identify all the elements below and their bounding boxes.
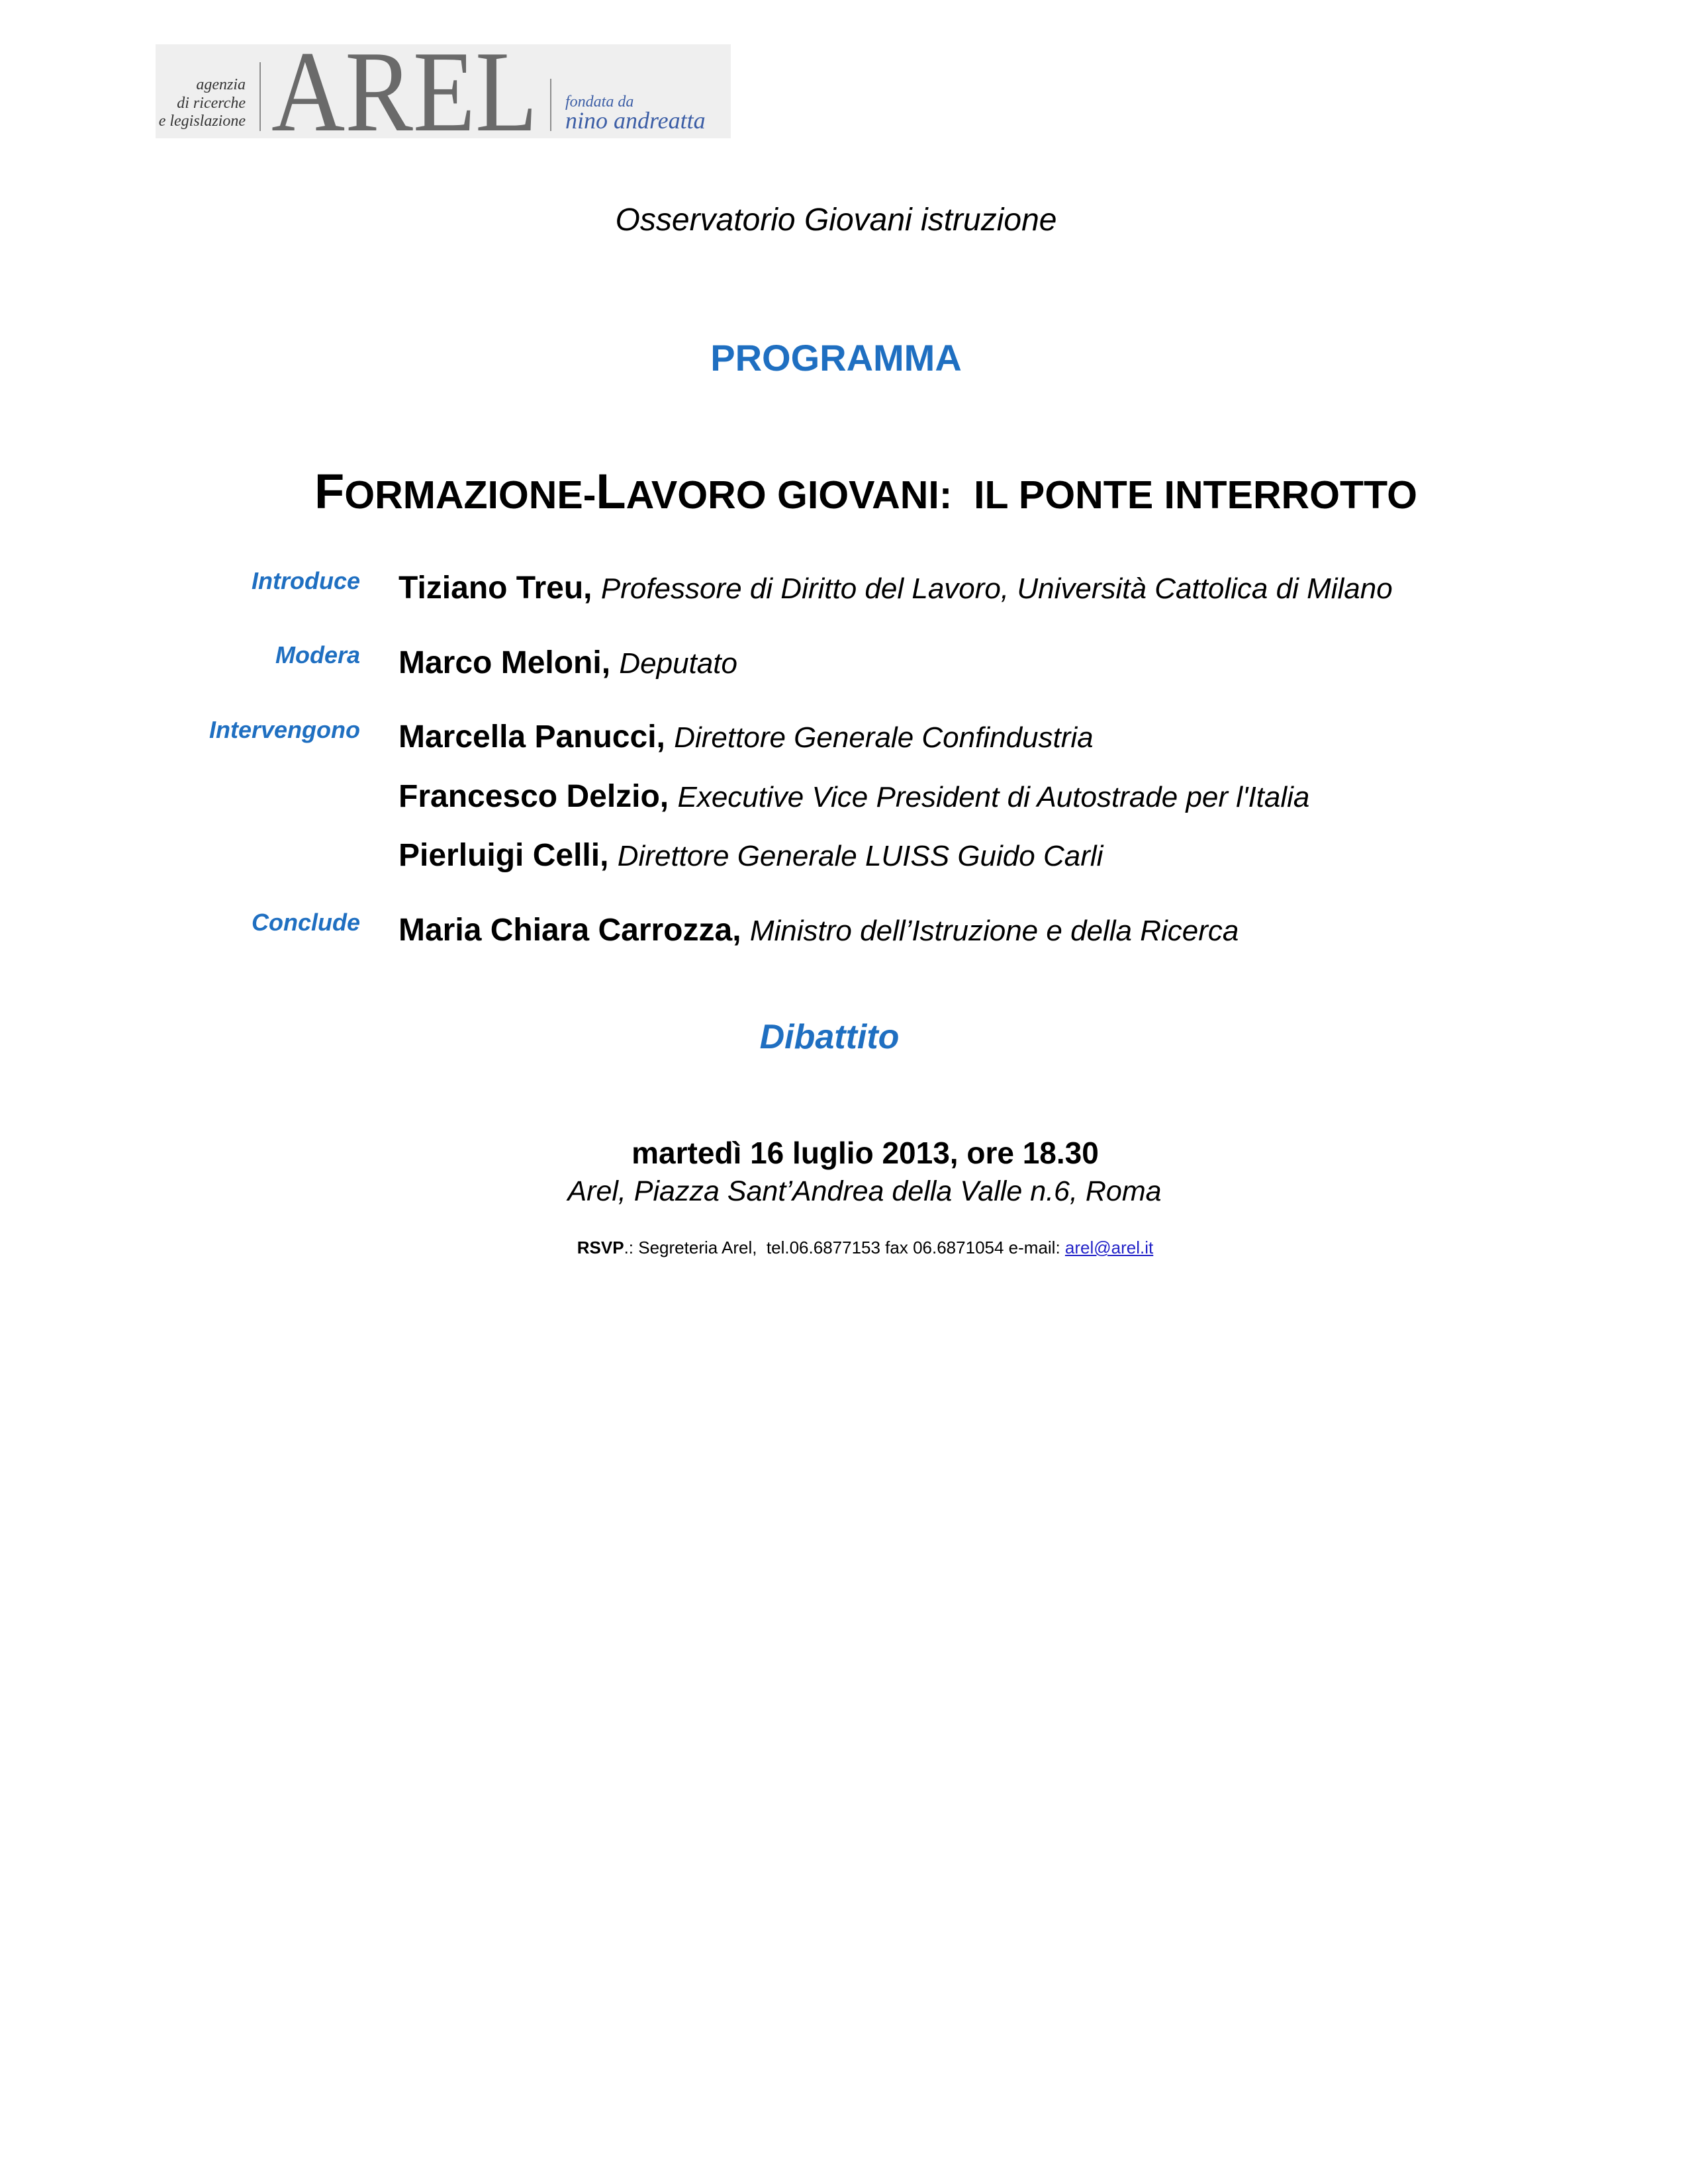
speaker-position: Executive Vice President di Autostrade per l'Italia [677, 781, 1310, 813]
logo-founded-label: fondata da [565, 93, 634, 111]
event-venue: Arel, Piazza Sant’Andrea della Valle n.6, Roma [567, 1175, 1162, 1207]
speaker-name: Marco Meloni, [399, 645, 611, 680]
speaker-name: Tiziano Treu, [399, 570, 592, 606]
speaker-line [399, 915, 1239, 947]
speaker-line [399, 840, 1103, 872]
section-heading: PROGRAMMA [710, 337, 962, 379]
role-label-conclusion: Conclude [251, 909, 360, 936]
rsvp-details: .: Segreteria Arel, tel.06.6877153 fax 06.6871054 e-mail: [624, 1238, 1065, 1257]
event-date-time: martedì 16 luglio 2013, ore 18.30 [632, 1136, 1099, 1170]
event-title [204, 464, 1528, 520]
logo-wordmark: AREL [271, 27, 538, 156]
logo-founder-name: nino andreatta [565, 107, 706, 134]
logo-tagline-line: e legislazione [158, 113, 246, 130]
email-link[interactable]: arel@arel.it [1064, 1238, 1154, 1257]
speaker-line [399, 781, 1309, 813]
rsvp-line [203, 1239, 1527, 1256]
logo-divider [259, 62, 261, 131]
rsvp-label: RSVP [577, 1238, 624, 1257]
title-small-caps: AVORO GIOVANI: IL PONTE INTERROTTO [626, 473, 1417, 517]
role-label-speakers: Intervengono [209, 716, 360, 743]
speaker-name: Francesco Delzio, [399, 779, 669, 814]
debate-heading: Dibattito [759, 1018, 900, 1056]
speaker-line [399, 721, 1094, 754]
speaker-name: Maria Chiara Carrozza, [399, 913, 741, 948]
role-label-moderator: Modera [275, 641, 360, 668]
logo-tagline-line: agenzia [196, 76, 246, 93]
speaker-name: Pierluigi Celli, [399, 838, 609, 873]
role-label-introduce: Introduce [251, 567, 360, 594]
title-initial-letter: L [596, 464, 626, 519]
logo-divider [550, 79, 551, 131]
speaker-position: Professore di Diritto del Lavoro, Università Cattolica di Milano [600, 572, 1393, 605]
speaker-position: Direttore Generale Confindustria [674, 721, 1094, 754]
series-title: Osservatorio Giovani istruzione [615, 203, 1057, 238]
speaker-line [399, 572, 1393, 605]
speaker-position: Deputato [619, 647, 737, 680]
title-initial-letter: F [314, 464, 345, 519]
title-small-caps: ORMAZIONE- [344, 473, 596, 517]
speaker-name: Marcella Panucci, [399, 719, 665, 754]
arel-logo [156, 27, 731, 156]
speaker-line [399, 647, 737, 680]
logo-tagline [156, 76, 246, 131]
speaker-position: Direttore Generale LUISS Guido Carli [617, 840, 1103, 872]
logo-tagline-line: di ricerche [177, 94, 246, 112]
speaker-position: Ministro dell’Istruzione e della Ricerca [749, 915, 1239, 947]
